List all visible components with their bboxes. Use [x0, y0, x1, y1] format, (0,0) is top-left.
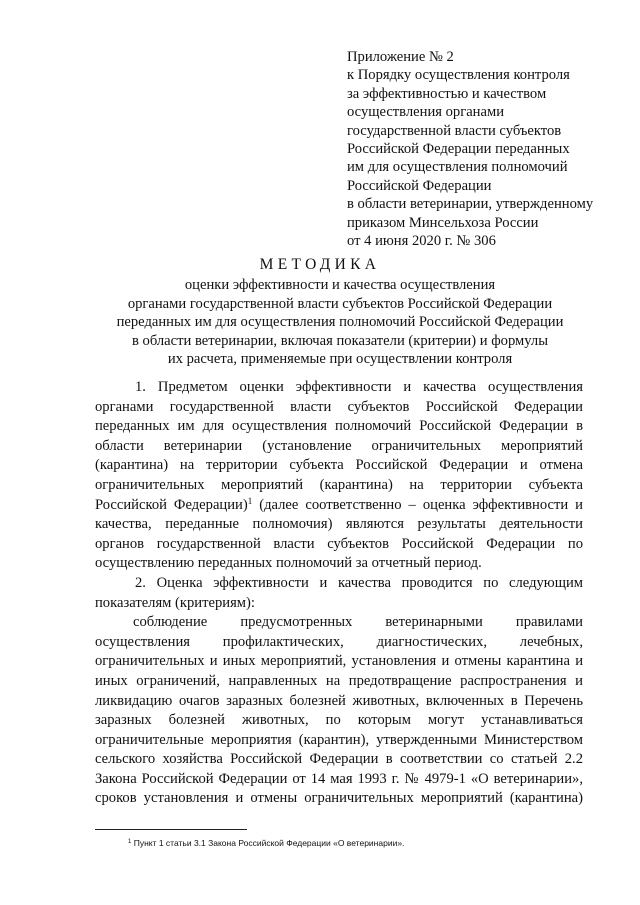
- footnote-text: Пункт 1 статьи 3.1 Закона Российской Федерации «О ветеринарии».: [133, 838, 405, 848]
- paragraph-line: ликвидацию очагов заразных болезней животных, включенных в Перечень: [95, 692, 583, 709]
- paragraph-line: осуществления профилактических, диагностических, лечебных,: [95, 633, 583, 650]
- paragraph-line: (карантина) на территории субъекта Российской Федерации и отмена: [95, 457, 583, 474]
- appendix-line: за эффективностью и качеством: [347, 85, 547, 102]
- footnote-ref: 1: [247, 495, 253, 506]
- appendix-line: Российской Федерации переданных: [347, 141, 570, 158]
- subtitle-line: органами государственной власти субъектов Российской Федерации: [127, 295, 553, 312]
- paragraph-line: соблюдение предусмотренных ветеринарными правилами: [133, 614, 583, 631]
- paragraph-line: иных ограничений, направленных на предотвращение распространения и: [95, 672, 583, 689]
- paragraph-line: области ветеринарии (установление ограничительных мероприятий: [95, 437, 583, 454]
- paragraph-line: 2. Оценка эффективности и качества проводится по следующим: [135, 574, 583, 591]
- subtitle-line: переданных им для осуществления полномочий Российской Федерации: [116, 314, 564, 331]
- paragraph-line: сельского хозяйства Российской Федерации в соответствии со статьей 2.2: [95, 751, 583, 768]
- appendix-line: осуществления органами: [347, 104, 505, 121]
- subtitle-line: в области ветеринарии, включая показатели (критерии) и формулы: [131, 332, 549, 349]
- paragraph-line: заразных болезней животных, по которым могут устанавливаться: [95, 712, 583, 729]
- paragraph-line: переданных им для осуществления полномочий Российской Федерации в: [95, 418, 583, 435]
- appendix-line: Российской Федерации: [347, 177, 492, 194]
- appendix-line: в области ветеринарии, утвержденному: [347, 196, 594, 213]
- paragraph-line: органов государственной власти субъектов Российской Федерации по: [95, 535, 583, 552]
- appendix-line: Приложение № 2: [347, 49, 454, 65]
- paragraph-line: органами государственной власти субъектов Российской Федерации: [95, 398, 583, 415]
- paragraph-line: Закона Российской Федерации от 14 мая 1993 г. № 4979-1 «О ветеринарии»,: [95, 770, 583, 787]
- paragraph-fragment: Российской Федерации): [95, 496, 248, 513]
- paragraph-line: качества, переданные полномочия) являются результаты деятельности: [95, 516, 583, 533]
- document-subtitle: [0, 276, 640, 369]
- appendix-line: приказом Минсельхоза России: [347, 214, 539, 231]
- paragraph-line: сроков установления и отмены ограничительных мероприятий (карантина): [95, 790, 583, 807]
- paragraph-line: показателям (критериям):: [95, 594, 255, 611]
- appendix-line: от 4 июня 2020 г. № 306: [347, 233, 496, 250]
- footnote-mark: 1: [128, 839, 132, 845]
- appendix-line: государственной власти субъектов: [347, 122, 562, 139]
- paragraph-line: осуществлению переданных полномочий за отчетный период.: [95, 555, 482, 572]
- paragraph-line: 1. Предметом оценки эффективности и качества осуществления: [135, 379, 583, 395]
- paragraph-fragment: (далее соответственно – оценка эффективности и: [252, 496, 583, 513]
- document-title: МЕТОДИКА: [259, 256, 381, 273]
- footnote-divider: [95, 829, 247, 830]
- document-body: [95, 378, 583, 809]
- subtitle-line: оценки эффективности и качества осуществления: [184, 277, 496, 293]
- appendix-header: [347, 48, 632, 250]
- paragraph-3: [95, 613, 583, 809]
- paragraph-2: [95, 574, 583, 613]
- paragraph-1: [95, 378, 583, 574]
- subtitle-line: их расчета, применяемые при осуществлении контроля: [167, 351, 513, 368]
- paragraph-line: ограничительных мероприятий (карантина) на территории субъекта: [95, 476, 583, 493]
- footnote: [128, 838, 404, 848]
- paragraph-line: ограничительных и иных мероприятий, установления и отмены карантина и: [95, 653, 583, 670]
- paragraph-line: [95, 496, 583, 516]
- appendix-line: к Порядку осуществления контроля: [347, 67, 570, 84]
- appendix-line: им для осуществления полномочий: [347, 159, 568, 176]
- paragraph-line: ограничительные мероприятия (карантин), утвержденными Министерством: [95, 731, 583, 748]
